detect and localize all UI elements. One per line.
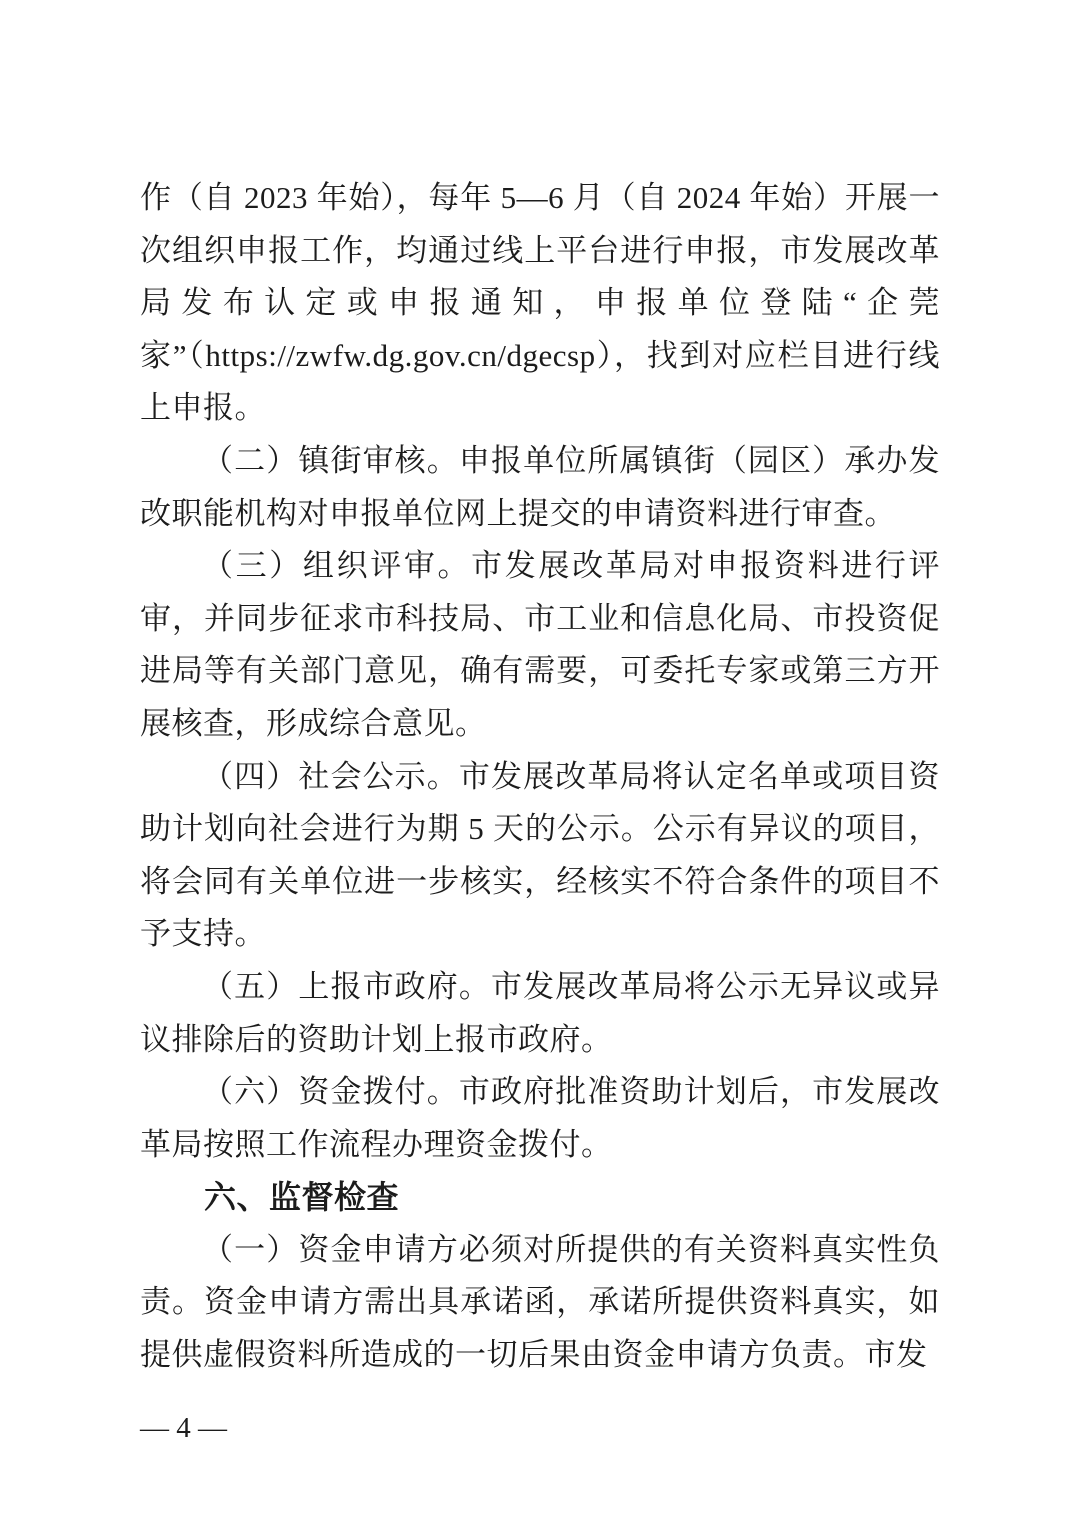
section-heading: 六、监督检查 [204,1179,400,1216]
paragraph: （五）上报市政府。市发展改革局将公示无异议或异议排除后的资助计划上报市政府。 [140,968,940,1057]
page-number: — 4 — [140,1412,227,1444]
paragraph: （一）资金申请方必须对所提供的有关资料真实性负责。资金申请方需出具承诺函，承诺所提供资料真实，如提供虚假资料所造成的一切后果由资金申请方负责。市发 [140,1231,940,1373]
paragraph: （三）组织评审。市发展改革局对申报资料进行评审，并同步征求市科技局、市工业和信息化局、市投资促进局等有关部门意见，确有需要，可委托专家或第三方开展核查，形成综合意见。 [140,548,940,741]
paragraph: （二）镇街审核。申报单位所属镇街（园区）承办发改职能机构对申报单位网上提交的申请资料进行审查。 [140,442,940,531]
paragraph: （四）社会公示。市发展改革局将认定名单或项目资助计划向社会进行为期 5 天的公示。公示有异议的项目，将会同有关单位进一步核实，经核实不符合条件的项目不予支持。 [140,758,940,952]
paragraph: 作（自 2023 年始），每年 5—6 月（自 2024 年始）开展一次组织申报工作，均通过线上平台进行申报，市发展改革局发布认定或申报通知，申报单位登陆“企莞家”（https://zwfw.dg.gov.cn/dgecsp），找到对应栏目进行线上申报。 [140,180,940,426]
document-body [140,172,940,1382]
paragraph: （六）资金拨付。市政府批准资助计划后，市发展改革局按照工作流程办理资金拨付。 [140,1074,940,1162]
